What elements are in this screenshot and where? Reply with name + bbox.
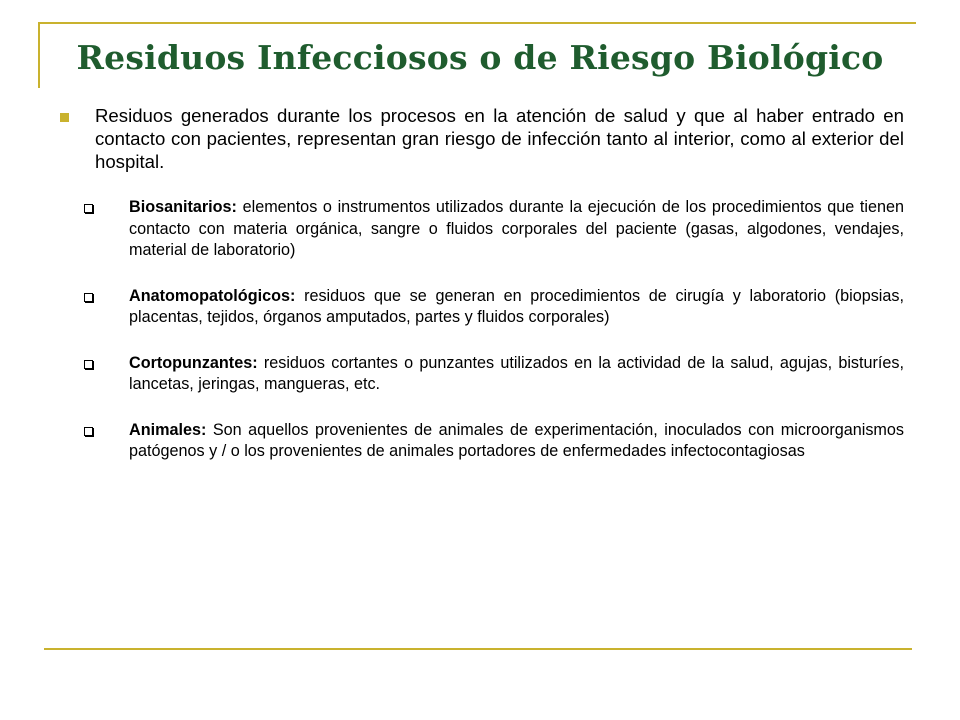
sub-item-anatomopatologicos <box>84 286 904 329</box>
sub-item-term: Biosanitarios: <box>129 198 237 216</box>
hollow-square-bullet-icon <box>84 427 93 436</box>
sub-item-text: residuos cortantes o punzantes utilizados en la actividad de la salud, agujas, bisturíes, lancetas, jeringas, mangueras, etc. <box>129 353 904 393</box>
main-bullet-text: Residuos generados durante los procesos en la atención de salud y que al haber entrado en contacto con pacientes, representan gran riesgo de infección tanto al interior, como al exterior del hospital. <box>95 105 904 172</box>
hollow-square-bullet-icon <box>84 293 93 302</box>
bottom-divider <box>44 648 912 650</box>
sub-item-animales <box>84 420 904 463</box>
sub-bullet-list <box>84 197 904 463</box>
sub-item-term: Anatomopatológicos: <box>129 286 296 305</box>
sub-item-biosanitarios <box>84 197 904 262</box>
main-bullet-item <box>58 104 904 173</box>
slide-content <box>58 104 904 487</box>
top-divider <box>40 22 916 24</box>
sub-item-term: Cortopunzantes: <box>129 353 258 372</box>
sub-item-text: residuos que se generan en procedimientos de cirugía y laboratorio (biopsias, placentas, tejidos, órganos amputados, partes y fluidos corporales) <box>129 286 904 326</box>
square-bullet-icon <box>60 113 69 122</box>
sub-item-term: Animales: <box>129 420 207 439</box>
hollow-square-bullet-icon <box>84 204 93 213</box>
hollow-square-bullet-icon <box>84 360 93 369</box>
sub-item-cortopunzantes <box>84 353 904 396</box>
sub-item-text: elementos o instrumentos utilizados durante la ejecución de los procedimientos que tienen contacto con materia orgánica, sangre o fluidos corporales del paciente (gasas, algodones, vendajes, material de laboratorio) <box>129 198 904 259</box>
slide-title: Residuos Infecciosos o de Riesgo Biológico <box>76 38 884 77</box>
sub-item-text: Son aquellos provenientes de animales de experimentación, inoculados con microorganismos patógenos y / o los provenientes de animales portadores de enfermedades infectocontagiosas <box>129 420 904 460</box>
